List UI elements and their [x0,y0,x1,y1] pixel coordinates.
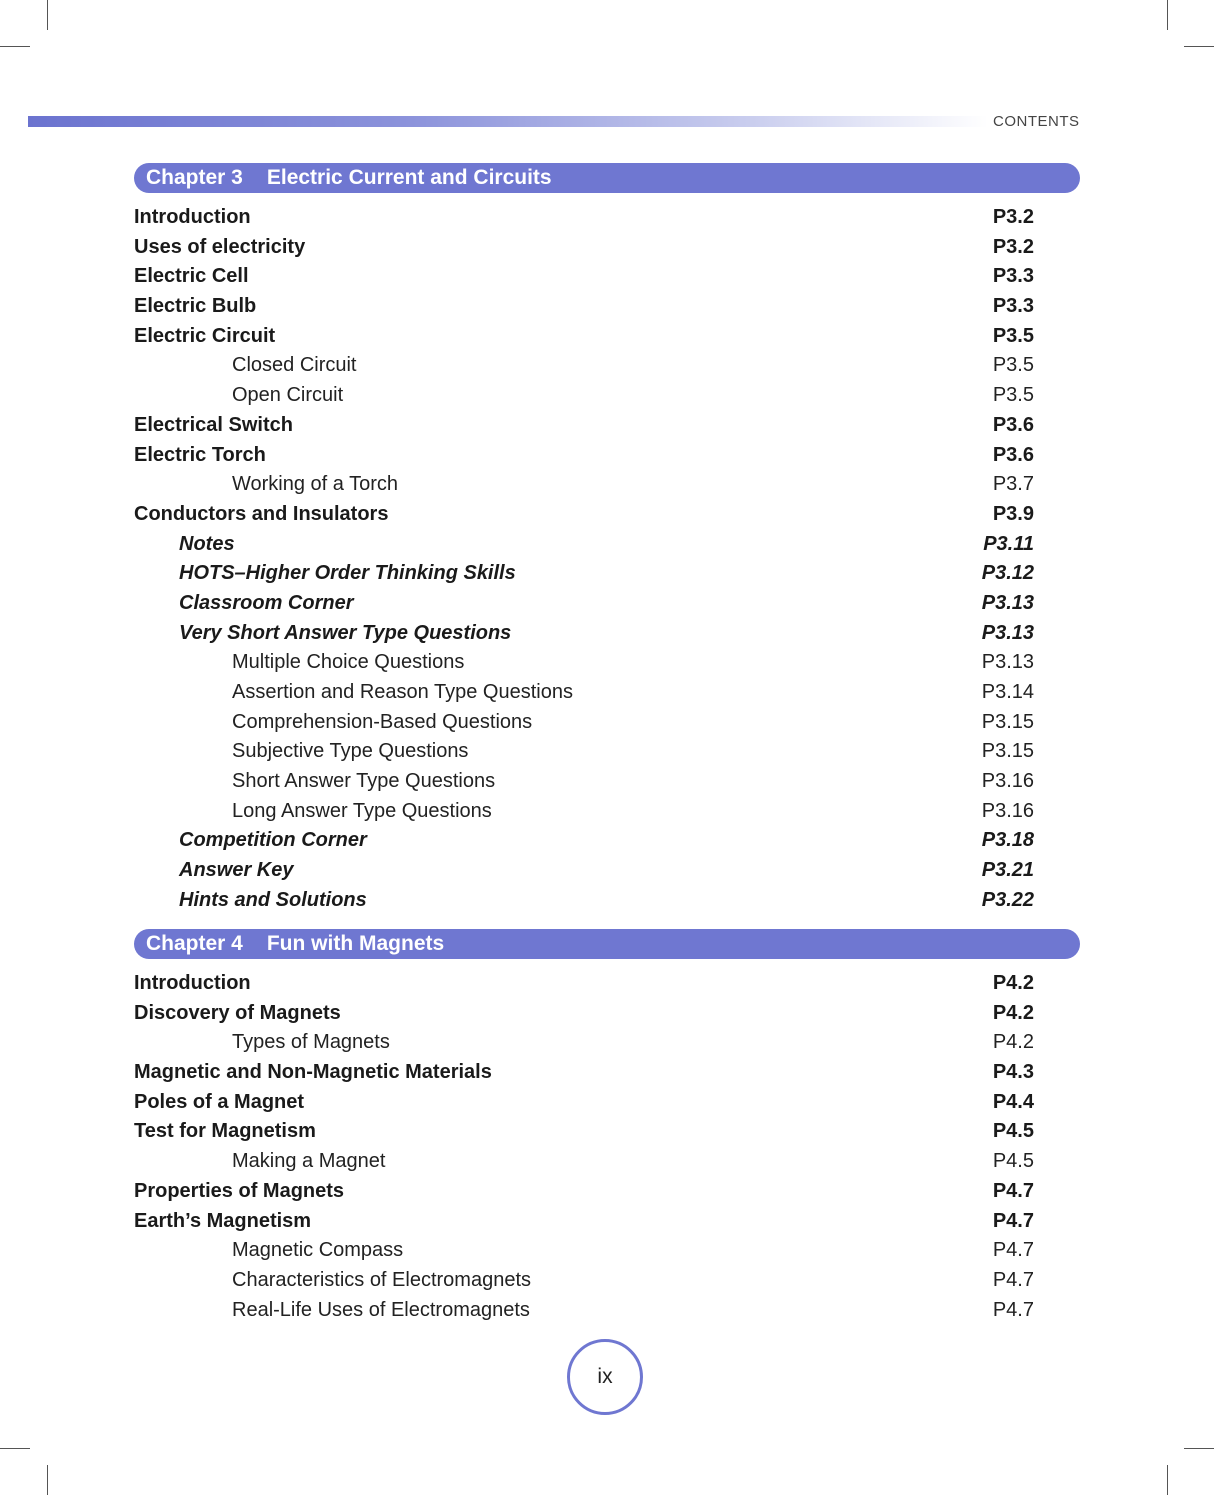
crop-mark [1167,0,1168,30]
toc-entry [0,797,1214,827]
toc-entry [0,708,1214,738]
toc-entry-page: P4.2 [992,972,1034,994]
toc-entry-page: P4.7 [992,1298,1034,1321]
toc-entry-title: Open Circuit [232,384,344,407]
toc-entry-title: Poles of a Magnet [134,1090,305,1113]
toc-entry-title: Multiple Choice Questions [232,651,465,674]
toc-entry-title: Test for Magnetism [134,1120,316,1143]
toc-entry [0,1147,1214,1177]
toc-entry [0,203,1214,233]
toc-entry [0,1296,1214,1326]
toc-entry-page: P3.2 [992,235,1034,258]
toc-entry [0,351,1214,381]
toc-entry-page: P4.5 [992,1150,1034,1173]
toc-entry-title: Very Short Answer Type Questions [179,621,512,644]
toc-entry-page: P3.21 [981,859,1034,882]
toc-entry-page: P3.15 [981,710,1034,733]
toc-entry-title: Classroom Corner [179,591,354,614]
toc-entry-title: Competition Corner [179,829,367,852]
toc-entry [0,1236,1214,1266]
toc-entry-title: Making a Magnet [232,1150,386,1173]
chapter-number: Chapter 3 [146,166,243,189]
toc-entry-title: Conductors and Insulators [134,502,389,525]
toc-entry-page: P3.6 [992,413,1034,436]
chapter-title: Fun with Magnets [266,932,445,955]
toc-entry [0,589,1214,619]
toc-entry [0,1207,1214,1237]
toc-entry-page: P4.7 [992,1179,1034,1202]
toc-entry-page: P4.4 [992,1090,1034,1113]
toc-entry-title: Electric Cell [134,265,249,288]
toc-entry [0,1117,1214,1147]
toc-entry-page: P3.9 [992,502,1034,525]
toc-entry-title: Closed Circuit [232,354,357,377]
toc-entry [0,826,1214,856]
toc-entry [0,678,1214,708]
toc-entry-title: HOTS–Higher Order Thinking Skills [179,562,516,585]
toc-entry-page: P3.16 [981,799,1034,822]
toc-entry-title: Electric Torch [134,443,266,466]
toc-entry-title: Properties of Magnets [134,1179,345,1202]
crop-mark [0,46,30,47]
toc-entry-title: Answer Key [179,859,294,882]
toc-entry-title: Assertion and Reason Type Questions [232,681,573,703]
toc-entry-page: P3.22 [981,888,1034,911]
toc-entry [0,767,1214,797]
toc-entry-title: Uses of electricity [134,235,306,258]
crop-mark [0,1448,30,1449]
toc-entry [0,969,1214,999]
toc-entry [0,1088,1214,1118]
toc-entry-title: Discovery of Magnets [134,1001,341,1024]
toc-entry-page: P3.3 [992,295,1034,318]
toc-entry [0,411,1214,441]
toc-entry [0,1058,1214,1088]
toc-entry-title: Electric Circuit [134,324,276,347]
toc-entry-title: Magnetic Compass [232,1239,404,1262]
toc-entry-page: P4.7 [992,1268,1034,1291]
chapter-4-entries [0,969,1214,1325]
toc-entry [0,262,1214,292]
toc-entry [0,737,1214,767]
toc-entry [0,530,1214,560]
toc-entry [0,886,1214,916]
toc-entry-title: Real-Life Uses of Electromagnets [232,1298,530,1321]
toc-entry [0,559,1214,589]
page-number: ix [567,1339,643,1415]
toc-entry [0,500,1214,530]
toc-entry-page: P3.6 [992,443,1034,466]
toc-entry-title: Characteristics of Electromagnets [232,1268,532,1291]
crop-mark [1184,46,1214,47]
toc-entry-title: Short Answer Type Questions [232,770,496,793]
toc-entry-page: P4.2 [992,1031,1034,1054]
toc-entry [0,648,1214,678]
crop-mark [1167,1465,1168,1495]
crop-mark [47,1465,48,1495]
toc-entry-page: P4.7 [992,1209,1034,1232]
toc-entry [0,470,1214,500]
toc-entry-title: Comprehension-Based Questions [232,710,533,733]
header-gradient-bar [28,116,988,127]
toc-entry-title: Working of a Torch [232,473,399,496]
toc-entry-page: P3.5 [992,354,1034,377]
chapter-title: Electric Current and Circuits [266,166,552,189]
toc-entry-title: Earth’s Magnetism [134,1209,312,1232]
toc-entry-page: P3.13 [981,651,1034,674]
toc-entry-page: P3.12 [981,562,1034,585]
toc-entry-title: Long Answer Type Questions [232,799,492,822]
toc-entry-title: Introduction [134,206,251,228]
toc-entry-title: Electrical Switch [134,413,293,436]
toc-entry-page: P3.3 [992,265,1034,288]
toc-entry [0,619,1214,649]
toc-entry [0,1266,1214,1296]
toc-entry [0,441,1214,471]
toc-entry-title: Hints and Solutions [179,888,367,911]
toc-entry-page: P3.5 [992,384,1034,407]
toc-entry-page: P3.15 [981,740,1034,763]
toc-entry-page: P3.16 [981,770,1034,793]
toc-entry-page: P3.5 [992,324,1034,347]
toc-entry-title: Introduction [134,972,251,994]
header-label: CONTENTS [993,113,1080,130]
toc-entry-page: P4.2 [992,1001,1034,1024]
crop-mark [1184,1448,1214,1449]
crop-mark [47,0,48,30]
toc-entry-page: P3.14 [981,681,1034,703]
toc-entry [0,1028,1214,1058]
toc-entry [0,233,1214,263]
toc-entry [0,999,1214,1029]
chapter-number: Chapter 4 [146,932,243,955]
toc-entry [0,381,1214,411]
toc-entry-page: P3.11 [983,532,1034,555]
toc-entry-title: Electric Bulb [134,295,257,318]
toc-entry [0,292,1214,322]
toc-entry-page: P3.13 [981,621,1034,644]
chapter-3-entries [0,203,1214,916]
chapter-4-banner [134,929,1080,959]
toc-entry [0,322,1214,352]
toc-entry-title: Magnetic and Non-Magnetic Materials [134,1061,492,1084]
toc-entry [0,856,1214,886]
toc-entry-page: P3.7 [992,473,1034,496]
toc-entry-page: P3.18 [981,829,1034,852]
toc-entry-title: Subjective Type Questions [232,740,469,763]
toc-entry-page: P4.7 [992,1239,1034,1262]
toc-entry-page: P4.3 [992,1061,1034,1084]
chapter-3-banner [134,163,1080,193]
toc-entry-page: P3.2 [992,206,1034,228]
toc-entry-title: Types of Magnets [232,1031,390,1054]
toc-entry-title: Notes [179,532,235,555]
toc-entry [0,1177,1214,1207]
toc-entry-page: P3.13 [981,591,1034,614]
toc-entry-page: P4.5 [992,1120,1034,1143]
